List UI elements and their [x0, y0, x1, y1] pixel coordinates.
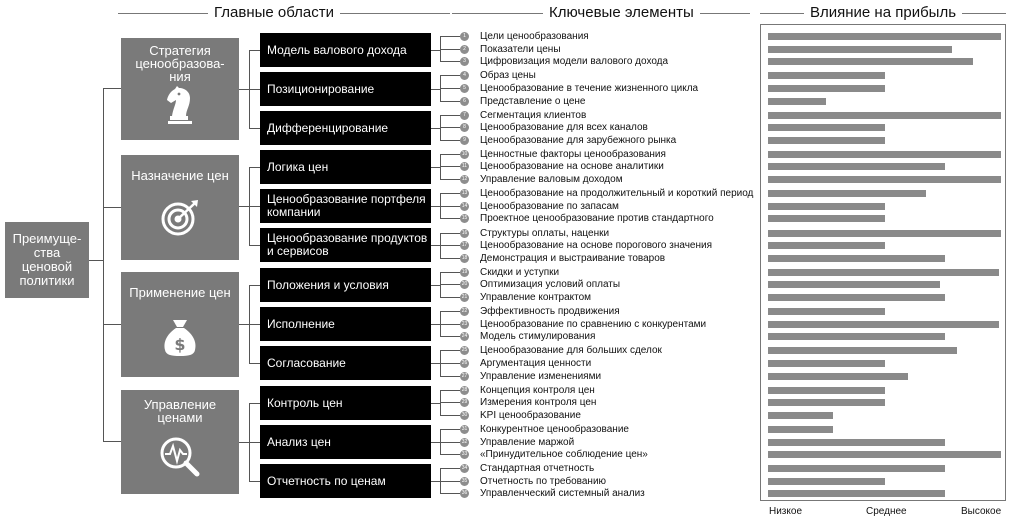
- impact-bar: [768, 399, 885, 406]
- item-number-badge: 28: [461, 387, 468, 393]
- impact-bar: [768, 58, 973, 65]
- connector-line: [431, 206, 440, 207]
- item-number-badge: 20: [461, 281, 468, 287]
- connector-line: [440, 442, 460, 443]
- connector-line: [440, 324, 460, 325]
- category-price-management: [121, 390, 239, 494]
- connector-line: [103, 88, 121, 89]
- connector-line: [103, 441, 121, 442]
- subcategory-label: Исполнение: [267, 316, 335, 331]
- connector-line: [440, 258, 460, 259]
- header-profit-impact: [760, 4, 1006, 22]
- item-number-badge: 5: [460, 84, 469, 93]
- impact-bar: [768, 451, 1001, 458]
- connector-line: [249, 245, 260, 246]
- list-item: [460, 69, 536, 82]
- item-number-badge: 14: [461, 203, 468, 209]
- item-label: Ценообразование в течение жизненного цикла: [480, 83, 699, 94]
- connector-line: [440, 140, 460, 141]
- subcategory-label: Анализ цен: [267, 434, 331, 449]
- item-number-badge: 27: [461, 373, 468, 379]
- subcategory-positioning: [260, 72, 431, 106]
- header-main-areas-label: Главные области: [208, 4, 340, 22]
- list-item: [460, 487, 645, 500]
- list-item: [460, 330, 595, 343]
- connector-line: [103, 207, 121, 208]
- item-label: Управление валовым доходом: [480, 174, 623, 185]
- category-label: Управление ценами: [143, 397, 217, 425]
- item-number-badge: 13: [461, 190, 468, 196]
- connector-line: [440, 390, 441, 416]
- item-number-badge: 26: [461, 360, 468, 366]
- impact-bar: [768, 426, 833, 433]
- item-number-badge: 1: [460, 32, 469, 41]
- target-arrow-icon: [157, 195, 203, 241]
- axis-label-medium: Среднее: [866, 506, 907, 517]
- category-label: Применение цен: [129, 285, 231, 300]
- subcategory-label: Логика цен: [267, 159, 329, 174]
- subcategory-label: Положения и условия: [267, 277, 389, 292]
- item-number-badge: 23: [461, 321, 468, 327]
- item-number-badge: 10: [461, 151, 468, 157]
- connector-line: [249, 481, 260, 482]
- connector-line: [440, 101, 460, 102]
- list-item: [460, 252, 665, 265]
- impact-bar: [768, 46, 952, 53]
- item-number-badge: 36: [461, 490, 468, 496]
- list-item: [460, 239, 712, 252]
- item-label: Стандартная отчетность: [480, 463, 595, 474]
- subcategory-label: Ценообразование портфеля компании: [267, 192, 426, 219]
- impact-bar: [768, 412, 833, 419]
- connector-line: [249, 285, 260, 286]
- subcategory-execution: [260, 307, 431, 341]
- item-number-badge: 16: [461, 230, 468, 236]
- connector-line: [239, 442, 249, 443]
- connector-line: [440, 88, 460, 89]
- subcategory-price-reporting: [260, 464, 431, 498]
- item-label: Скидки и уступки: [480, 267, 560, 278]
- root-label: Преимуще- ства ценовой политики: [12, 231, 82, 288]
- item-number-badge: 9: [460, 136, 469, 145]
- item-number-badge: 35: [461, 478, 468, 484]
- item-number-badge: 7: [460, 111, 469, 120]
- impact-bar: [768, 321, 999, 328]
- connector-line: [440, 115, 441, 141]
- list-item: [460, 305, 620, 318]
- connector-line: [103, 324, 121, 325]
- item-label: «Принудительное соблюдение цен»: [480, 449, 648, 460]
- connector-line: [440, 154, 441, 180]
- connector-line: [249, 324, 260, 325]
- header-main-areas: [118, 4, 450, 22]
- list-item: [460, 82, 698, 95]
- impact-bar: [768, 333, 945, 340]
- category-label: Назначение цен: [131, 168, 229, 183]
- connector-line: [440, 206, 460, 207]
- header-key-elements: [452, 4, 752, 22]
- connector-line: [440, 493, 460, 494]
- item-label: Ценообразование по запасам: [480, 201, 619, 212]
- subcategory-differentiation: [260, 111, 431, 145]
- item-label: Аргументация ценности: [480, 358, 592, 369]
- item-label: Сегментация клиентов: [480, 110, 587, 121]
- subcategory-label: Контроль цен: [267, 395, 343, 410]
- impact-bar: [768, 137, 885, 144]
- item-number-badge: 34: [461, 465, 468, 471]
- connector-line: [440, 429, 460, 430]
- list-item: [460, 95, 585, 108]
- list-item: [460, 423, 629, 436]
- subcategory-negotiation: [260, 346, 431, 380]
- connector-line: [440, 390, 460, 391]
- item-label: Управление маржой: [480, 437, 575, 448]
- list-item: [460, 344, 662, 357]
- connector-line: [103, 88, 104, 442]
- connector-line: [440, 272, 441, 298]
- item-number-badge: 11: [461, 163, 468, 169]
- connector-line: [440, 115, 460, 116]
- list-item: [460, 370, 601, 383]
- impact-bar: [768, 33, 1001, 40]
- item-number-badge: 32: [461, 439, 468, 445]
- list-item: [460, 212, 714, 225]
- list-item: [460, 357, 591, 370]
- connector-line: [431, 245, 440, 246]
- item-label: Ценообразование для больших сделок: [480, 345, 662, 356]
- item-label: Ценообразование для всех каналов: [480, 122, 648, 133]
- item-number-badge: 3: [460, 57, 469, 66]
- list-item: [460, 448, 648, 461]
- item-number-badge: 18: [461, 255, 468, 261]
- connector-line: [249, 403, 260, 404]
- item-number-badge: 21: [461, 294, 468, 300]
- connector-line: [431, 324, 440, 325]
- impact-bar: [768, 203, 885, 210]
- connector-line: [440, 193, 460, 194]
- item-number-badge: 12: [461, 176, 468, 182]
- category-price-setting: [121, 155, 239, 260]
- impact-bar: [768, 230, 1001, 237]
- item-label: Цифровизация модели валового дохода: [480, 56, 669, 67]
- subcategory-label: Согласование: [267, 355, 346, 370]
- item-number-badge: 29: [461, 399, 468, 405]
- item-number-badge: 24: [461, 333, 468, 339]
- subcategory-terms-conditions: [260, 268, 431, 302]
- connector-line: [440, 350, 460, 351]
- connector-line: [431, 403, 440, 404]
- impact-bar: [768, 465, 945, 472]
- impact-bar: [768, 281, 940, 288]
- connector-line: [440, 272, 460, 273]
- list-item: [460, 278, 620, 291]
- item-label: Модель стимулирования: [480, 331, 596, 342]
- impact-bar: [768, 360, 885, 367]
- connector-line: [440, 468, 460, 469]
- item-label: Ценообразование на основе порогового значения: [480, 240, 712, 251]
- impact-bar: [768, 269, 999, 276]
- item-label: Управление изменениями: [480, 371, 602, 382]
- item-label: Показатели цены: [480, 44, 561, 55]
- item-number-badge: 2: [460, 45, 469, 54]
- connector-line: [431, 128, 440, 129]
- subcategory-label: Ценообразование продуктов и сервисов: [267, 231, 428, 258]
- impact-bar: [768, 308, 885, 315]
- list-item: [460, 187, 753, 200]
- subcategory-label: Модель валового дохода: [267, 42, 407, 57]
- connector-line: [440, 49, 460, 50]
- connector-line: [440, 179, 460, 180]
- connector-line: [249, 363, 260, 364]
- item-label: KPI ценообразование: [480, 410, 581, 421]
- category-price-application: [121, 272, 239, 377]
- item-label: Образ цены: [480, 70, 536, 81]
- item-number-badge: 19: [461, 269, 468, 275]
- list-item: [460, 134, 676, 147]
- item-number-badge: 15: [461, 215, 468, 221]
- subcategory-price-control: [260, 386, 431, 420]
- svg-text:$: $: [174, 335, 186, 354]
- connector-line: [239, 89, 249, 90]
- impact-bar: [768, 490, 945, 497]
- item-number-badge: 31: [461, 426, 468, 432]
- connector-line: [440, 233, 460, 234]
- impact-bar: [768, 255, 945, 262]
- connector-line: [440, 376, 460, 377]
- impact-bar: [768, 294, 945, 301]
- connector-line: [440, 363, 460, 364]
- item-label: Структуры оплаты, наценки: [480, 228, 610, 239]
- impact-bar: [768, 72, 885, 79]
- magnifier-pulse-icon: [157, 434, 203, 480]
- item-number-badge: 17: [461, 242, 468, 248]
- item-number-badge: 6: [460, 97, 469, 106]
- list-item: [460, 30, 589, 43]
- impact-bar: [768, 190, 926, 197]
- impact-bar: [768, 387, 885, 394]
- impact-bar: [768, 242, 885, 249]
- item-label: Ценностные факторы ценообразования: [480, 149, 666, 160]
- connector-line: [440, 284, 460, 285]
- connector-line: [440, 336, 460, 337]
- impact-bar: [768, 176, 1001, 183]
- connector-line: [239, 324, 249, 325]
- chess-knight-icon: [157, 82, 203, 128]
- category-label: Стратегия ценообразова- ния: [135, 43, 225, 84]
- connector-line: [440, 415, 460, 416]
- connector-line: [249, 167, 260, 168]
- item-label: Ценообразование на продолжительный и короткий период: [480, 188, 754, 199]
- list-item: [460, 173, 623, 186]
- impact-bar: [768, 439, 945, 446]
- impact-bar: [768, 163, 945, 170]
- connector-line: [249, 89, 260, 90]
- header-key-elements-label: Ключевые элементы: [543, 4, 700, 22]
- subcategory-price-logic: [260, 150, 431, 184]
- item-number-badge: 4: [460, 71, 469, 80]
- item-label: Проектное ценообразование против стандартного: [480, 213, 714, 224]
- item-label: Измерения контроля цен: [480, 397, 597, 408]
- connector-line: [440, 402, 460, 403]
- header-profit-impact-label: Влияние на прибыль: [804, 4, 962, 22]
- impact-bar: [768, 98, 826, 105]
- connector-line: [431, 89, 440, 90]
- connector-line: [249, 50, 260, 51]
- connector-line: [239, 206, 249, 207]
- list-item: [460, 462, 594, 475]
- item-label: Представление о цене: [480, 96, 586, 107]
- connector-line: [431, 50, 440, 51]
- item-number-badge: 30: [461, 412, 468, 418]
- item-label: Отчетность по требованию: [480, 476, 607, 487]
- connector-line: [440, 297, 460, 298]
- axis-label-low: Низкое: [769, 506, 803, 517]
- item-label: Эффективность продвижения: [480, 306, 620, 317]
- connector-line: [431, 363, 440, 364]
- impact-bar: [768, 124, 885, 131]
- item-label: Конкурентное ценообразование: [480, 424, 629, 435]
- item-label: Ценообразование на основе аналитики: [480, 161, 664, 172]
- list-item: [460, 160, 664, 173]
- connector-line: [431, 285, 440, 286]
- list-item: [460, 409, 581, 422]
- item-label: Ценообразование по сравнению с конкурентами: [480, 319, 707, 330]
- subcategory-portfolio-pricing: [260, 189, 431, 223]
- impact-bar: [768, 373, 908, 380]
- item-number-badge: 25: [461, 347, 468, 353]
- item-label: Ценообразование для зарубежного рынка: [480, 135, 677, 146]
- connector-line: [440, 233, 441, 259]
- connector-line: [431, 481, 440, 482]
- item-number-badge: 33: [461, 451, 468, 457]
- item-number-badge: 8: [460, 123, 469, 132]
- item-label: Цели ценообразования: [480, 31, 589, 42]
- subcategory-label: Отчетность по ценам: [267, 473, 386, 488]
- item-number-badge: 22: [461, 308, 468, 314]
- category-pricing-strategy: [121, 38, 239, 140]
- list-item: [460, 121, 648, 134]
- connector-line: [440, 166, 460, 167]
- item-label: Управленческий системный анализ: [480, 488, 645, 499]
- subcategory-gross-revenue-model: [260, 33, 431, 67]
- connector-line: [249, 206, 260, 207]
- list-item: [460, 291, 591, 304]
- connector-line: [431, 442, 440, 443]
- connector-line: [89, 260, 103, 261]
- impact-bar: [768, 347, 957, 354]
- axis-label-high: Высокое: [961, 506, 1002, 517]
- subcategory-price-analysis: [260, 425, 431, 459]
- impact-bar: [768, 112, 1001, 119]
- connector-line: [440, 245, 460, 246]
- connector-line: [440, 454, 460, 455]
- connector-line: [440, 481, 460, 482]
- connector-line: [440, 36, 460, 37]
- item-label: Концепция контроля цен: [480, 385, 595, 396]
- connector-line: [440, 154, 460, 155]
- list-item: [460, 396, 596, 409]
- impact-bar: [768, 151, 1001, 158]
- list-item: [460, 55, 668, 68]
- subcategory-product-service-pricing: [260, 228, 431, 262]
- subcategory-label: Позиционирование: [267, 81, 375, 96]
- connector-line: [440, 127, 460, 128]
- item-label: Демонстрация и выстраивание товаров: [480, 253, 666, 264]
- impact-bar: [768, 85, 885, 92]
- connector-line: [249, 128, 260, 129]
- connector-line: [440, 61, 460, 62]
- connector-line: [431, 167, 440, 168]
- connector-line: [440, 311, 460, 312]
- impact-bar: [768, 215, 885, 222]
- item-label: Оптимизация условий оплаты: [480, 279, 621, 290]
- subcategory-label: Дифференцирование: [267, 120, 389, 135]
- root-box: [5, 222, 89, 298]
- connector-line: [440, 218, 460, 219]
- connector-line: [440, 75, 460, 76]
- connector-line: [249, 442, 260, 443]
- impact-bar: [768, 478, 885, 485]
- item-label: Управление контрактом: [480, 292, 592, 303]
- money-bag-icon: [157, 314, 203, 360]
